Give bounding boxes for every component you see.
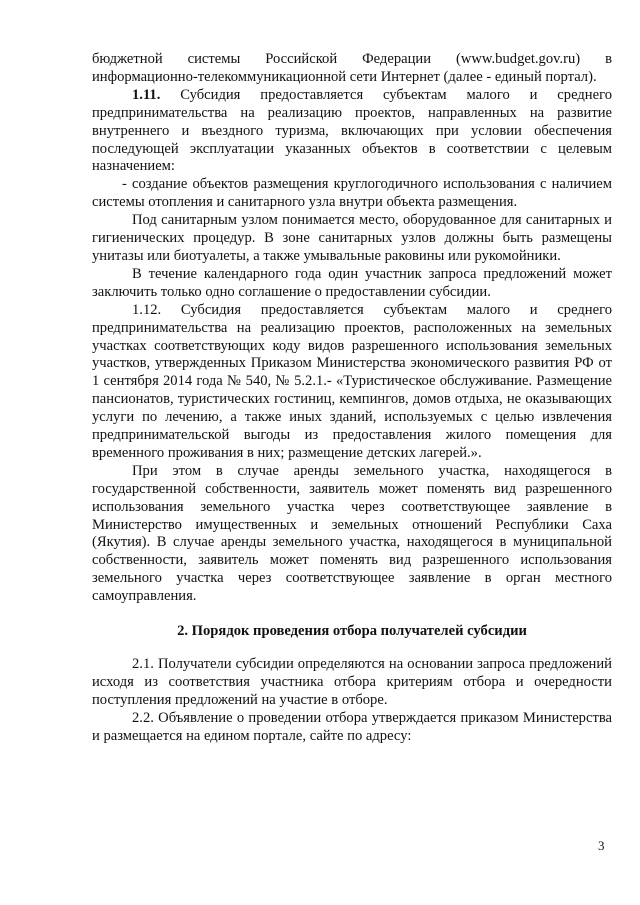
paragraph-2-2: 2.2. Объявление о проведении отбора утверждается приказом Министерства и размещается на едином портале, сайте по адресу: <box>92 709 612 744</box>
paragraph-1-12: 1.12. Субсидия предоставляется субъектам малого и среднего предпринимательства на реализацию проектов, расположенных на земельных участках соответствующих коду видов разрешенного использования земельных участков, утвержденных Приказом Министерства экономического развития РФ от 1 сентября 2014 года № 540, № 5.2.1.- «Туристическое обслуживание. Размещение пансионатов, туристических гостиниц, кемпингов, домов отдыха, не оказывающих услуги по лечению, а также иных зданий, используемых с целью извлечения предпринимательской выгоды из предоставления жилого помещения для временного проживания в них; размещение детских лагерей.». <box>92 301 612 461</box>
clause-text-1-11: Субсидия предоставляется субъектам малого и среднего предпринимательства на реализацию проектов, направленных на развитие внутреннего и въездного туризма, включающих при условии обеспечения последующей эксплуатации указанных объектов в соответствии с целевым назначением: <box>92 86 612 175</box>
page-number: 3 <box>598 838 605 853</box>
paragraph-one-agreement: В течение календарного года один участник запроса предложений может заключить только одно соглашение о предоставлении субсидии. <box>92 265 612 300</box>
paragraph-2-1: 2.1. Получатели субсидии определяются на основании запроса предложений исходя из соответствия участника отбора критериям отбора и очередности поступления предложений на участие в отборе. <box>92 656 612 708</box>
section-heading: 2. Порядок проведения отбора получателей субсидии <box>177 623 527 640</box>
paragraph-land-lease: При этом в случае аренды земельного участка, находящегося в государственной собственности, заявитель может поменять вид разрешенного использования земельного участка через соответствующее заявление в Министерство имущественных и земельных отношений Республики Саха (Якутия). В случае аренды земельного участка, находящегося в муниципальной собственности, заявитель может поменять вид разрешенного использования земельного участка через соответствующее заявление в орган местного самоуправления. <box>92 462 612 605</box>
paragraph-portal: бюджетной системы Российской Федерации (www.budget.gov.ru) в информационно-телекоммуникационной сети Интернет (далее - единый портал). <box>92 51 612 85</box>
paragraph-list-item: - создание объектов размещения круглогодичного использования с наличием системы отопления и санитарного узла внутри объекта размещения. <box>92 176 612 211</box>
paragraph-1-11 <box>92 87 612 177</box>
paragraph-sanitary: Под санитарным узлом понимается место, оборудованное для санитарных и гигиенических процедур. В зоне санитарных узлов должны быть размещены унитазы или биотуалеты, а также умывальные раковины или рукомойники. <box>92 212 612 264</box>
document-body <box>92 51 612 746</box>
clause-number-1-11: 1.11. <box>132 86 161 103</box>
